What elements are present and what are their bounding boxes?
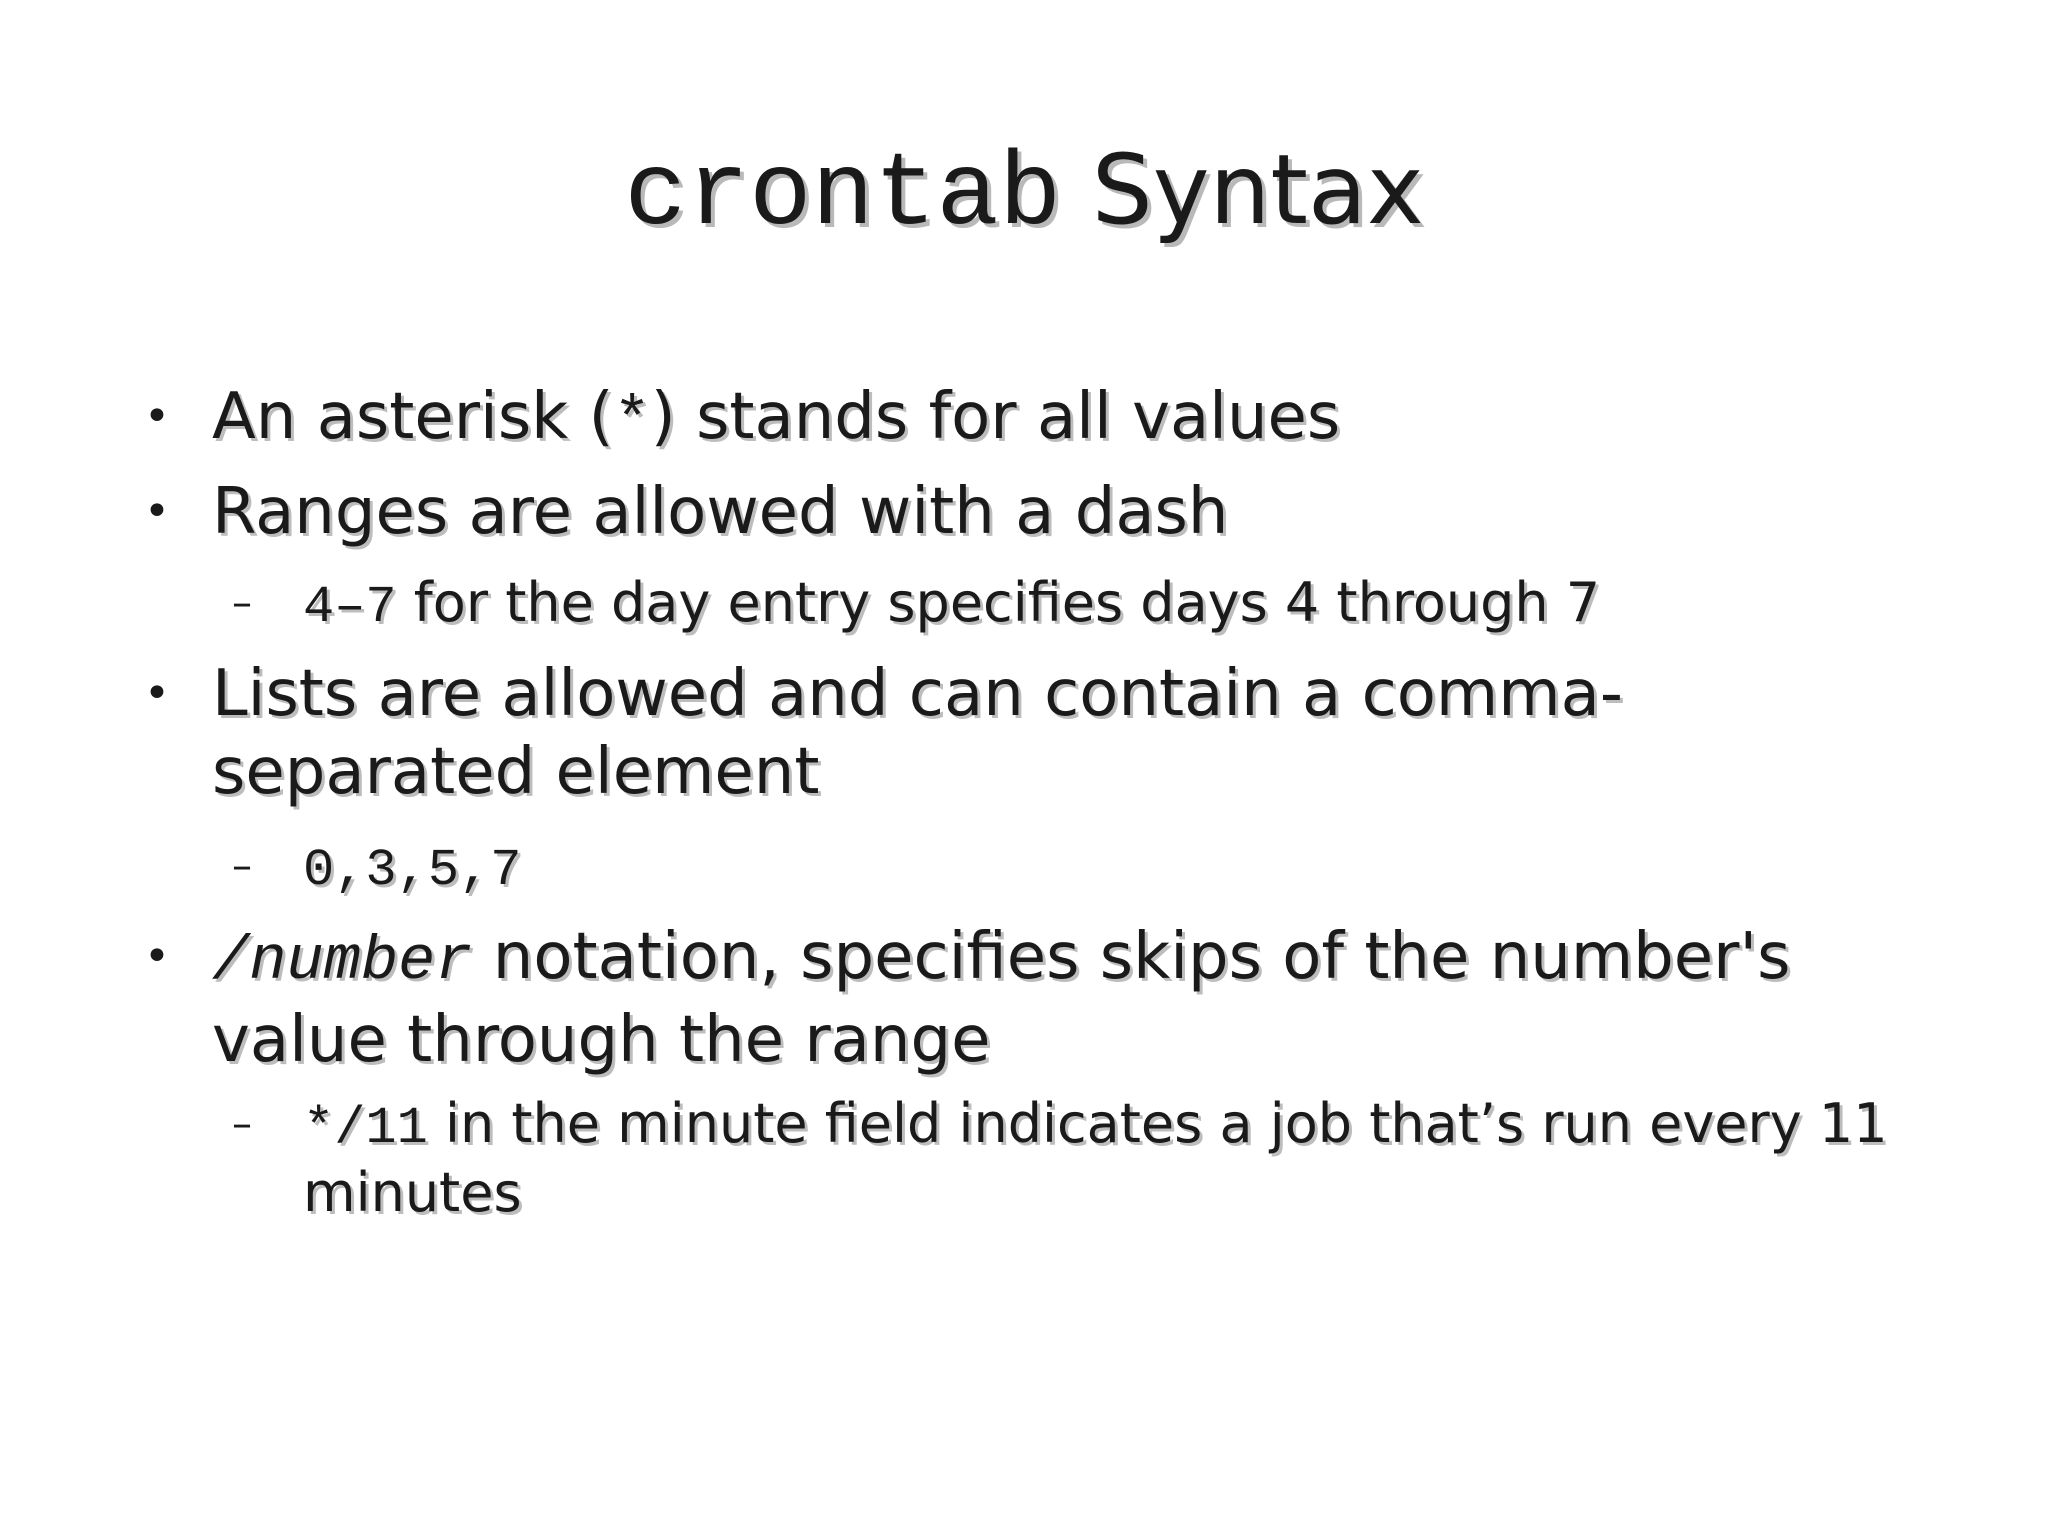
bullet-text: An asterisk ( <box>212 380 614 454</box>
slide-title <box>0 130 2048 256</box>
sub-bullet-list-example <box>303 834 1983 903</box>
sub-bullet-marker: – <box>232 1101 252 1147</box>
sub-bullet-marker: – <box>232 580 252 626</box>
sub-bullet-step-example <box>303 1092 1953 1225</box>
bullet-step-notation <box>212 918 1912 1079</box>
bullet-marker: • <box>144 486 170 537</box>
sub-bullet-marker: – <box>232 843 252 889</box>
code-step-example: */11 <box>303 1099 428 1158</box>
bullet-marker: • <box>144 391 170 442</box>
bullet-text: Ranges are allowed with a dash <box>212 475 1229 549</box>
bullet-text: notation, specifies skips of the number's value through the range <box>212 920 1791 1077</box>
code-step: /number <box>212 926 473 997</box>
title-text: Syntax <box>1091 134 1424 246</box>
bullet-marker: • <box>144 668 170 719</box>
bullet-text: Lists are allowed and can contain a comma-separated element <box>212 657 1623 809</box>
bullet-asterisk <box>212 378 1952 461</box>
title-command: crontab <box>624 137 1062 255</box>
bullet-text: ) stands for all values <box>650 380 1341 454</box>
code-asterisk: * <box>613 386 651 457</box>
sub-bullet-text: for the day entry specifies days 4 through 7 <box>396 571 1601 634</box>
bullet-marker: • <box>144 931 170 982</box>
code-range: 4–7 <box>303 578 397 637</box>
bullet-lists <box>212 655 1692 811</box>
code-list: 0,3,5,7 <box>303 841 522 900</box>
sub-bullet-range-example <box>303 571 1983 640</box>
sub-bullet-text: in the minute field indicates a job that’s run every 11 minutes <box>303 1092 1888 1224</box>
bullet-ranges <box>212 473 1952 551</box>
